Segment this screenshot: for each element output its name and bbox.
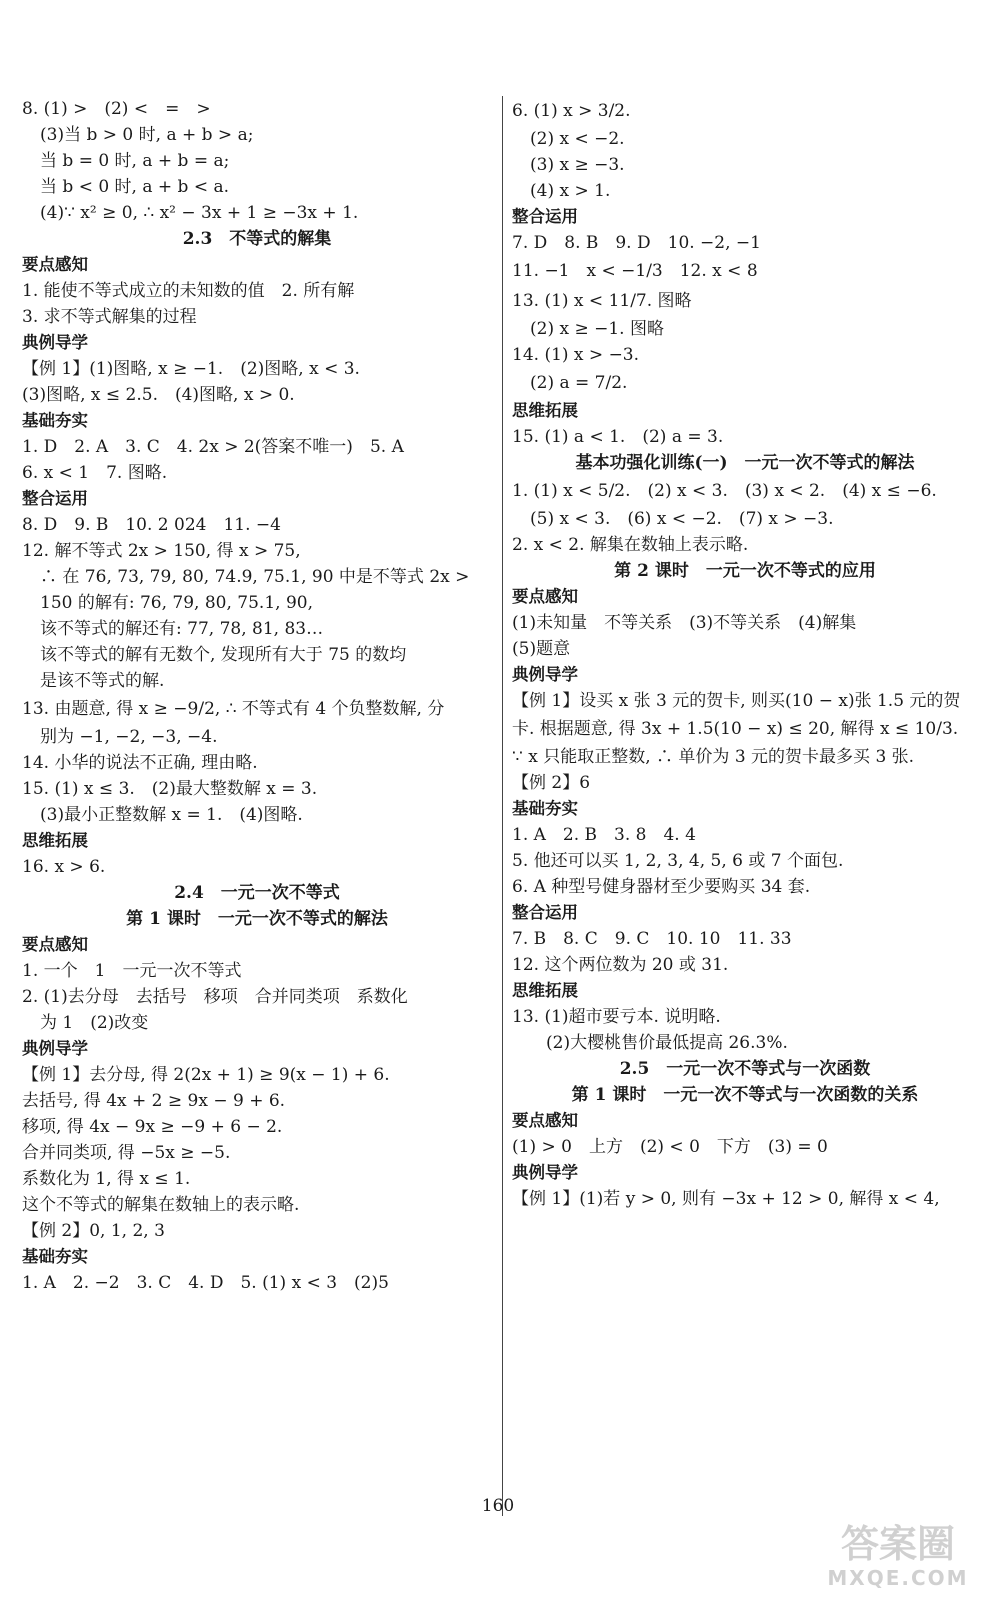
left-column xyxy=(22,96,492,1296)
answer-line: 6. (1) x > 3/2. xyxy=(512,101,631,121)
section-heading: 要点感知 xyxy=(512,587,578,606)
answer-line: 合并同类项, 得 −5x ≥ −5. xyxy=(22,1143,231,1163)
section-heading: 基础夯实 xyxy=(512,799,578,818)
answer-line: (3) x ≥ −3. xyxy=(530,155,625,175)
answer-line: 15. (1) a < 1. (2) a = 3. xyxy=(512,427,724,447)
section-heading: 基础夯实 xyxy=(22,411,88,430)
answer-line: 1. D 2. A 3. C 4. 2x > 2(答案不唯一) 5. A xyxy=(22,437,404,457)
answer-line: 15. (1) x ≤ 3. (2)最大整数解 x = 3. xyxy=(22,779,318,799)
answer-line: (1) > 0 上方 (2) < 0 下方 (3) = 0 xyxy=(512,1137,828,1157)
section-heading: 典例导学 xyxy=(512,1163,578,1182)
page-number: 160 xyxy=(481,1496,515,1516)
answer-line: 3. 求不等式解集的过程 xyxy=(22,307,197,327)
answer-line: 8. (1) > (2) < = > xyxy=(22,99,211,119)
answer-line: 1. (1) x < 5/2. (2) x < 3. (3) x < 2. (4) x ≤ −6. xyxy=(512,481,937,501)
answer-line: 【例 2】6 xyxy=(512,773,591,793)
answer-line: 11. −1 x < −1/3 12. x < 8 xyxy=(512,261,758,281)
answer-line: (1)未知量 不等关系 (3)不等关系 (4)解集 xyxy=(512,613,857,633)
section-title: 2.3 不等式的解集 xyxy=(182,229,332,249)
answer-line: 移项, 得 4x − 9x ≥ −9 + 6 − 2. xyxy=(22,1117,283,1137)
section-title: 第 1 课时 一元一次不等式与一次函数的关系 xyxy=(571,1085,919,1105)
section-heading: 基础夯实 xyxy=(22,1247,88,1266)
answer-line: (5) x < 3. (6) x < −2. (7) x > −3. xyxy=(530,509,834,529)
answer-line: 当 b < 0 时, a + b < a. xyxy=(40,177,230,197)
answer-line: 1. 能使不等式成立的未知数的值 2. 所有解 xyxy=(22,281,355,301)
answer-line: 这个不等式的解集在数轴上的表示略. xyxy=(22,1195,300,1215)
answer-line: 12. 这个两位数为 20 或 31. xyxy=(512,955,729,975)
section-heading: 整合运用 xyxy=(22,489,88,508)
section-heading: 思维拓展 xyxy=(22,831,88,850)
answer-line: ∵ x 只能取正整数, ∴ 单价为 3 元的贺卡最多买 3 张. xyxy=(512,747,915,767)
answer-line: 14. 小华的说法不正确, 理由略. xyxy=(22,753,258,773)
answer-line: 6. x < 1 7. 图略. xyxy=(22,463,168,483)
section-title: 基本功强化训练(一) 一元一次不等式的解法 xyxy=(575,453,915,473)
answer-line: (2) x < −2. xyxy=(530,129,625,149)
section-heading: 思维拓展 xyxy=(512,401,578,420)
section-title: 第 1 课时 一元一次不等式的解法 xyxy=(126,909,388,929)
answer-line: ∴ 在 76, 73, 79, 80, 74.9, 75.1, 90 中是不等式 2x > xyxy=(40,567,470,587)
section-heading: 典例导学 xyxy=(22,1039,88,1058)
answer-line: 【例 1】去分母, 得 2(2x + 1) ≥ 9(x − 1) + 6. xyxy=(22,1065,390,1085)
answer-line: 去括号, 得 4x + 2 ≥ 9x − 9 + 6. xyxy=(22,1091,286,1111)
right-column xyxy=(512,96,978,1212)
answer-line: 7. B 8. C 9. C 10. 10 11. 33 xyxy=(512,929,792,949)
watermark-url: MXQE.COM xyxy=(827,1566,969,1590)
section-heading: 要点感知 xyxy=(22,935,88,954)
answer-line: 8. D 9. B 10. 2 024 11. −4 xyxy=(22,515,281,535)
answer-line: 1. A 2. B 3. 8 4. 4 xyxy=(512,825,696,845)
section-heading: 要点感知 xyxy=(22,255,88,274)
answer-line: 14. (1) x > −3. xyxy=(512,345,640,365)
column-divider xyxy=(502,96,503,1516)
section-heading: 典例导学 xyxy=(22,333,88,352)
answer-line: (2) x ≥ −1. 图略 xyxy=(530,319,664,339)
section-title: 2.5 一元一次不等式与一次函数 xyxy=(619,1059,871,1079)
answer-line: 【例 1】(1)若 y > 0, 则有 −3x + 12 > 0, 解得 x < 4, xyxy=(512,1189,940,1209)
section-heading: 整合运用 xyxy=(512,903,578,922)
watermark-logo xyxy=(818,1522,978,1590)
answer-line: 【例 2】0, 1, 2, 3 xyxy=(22,1221,165,1241)
answer-line: (3)最小正整数解 x = 1. (4)图略. xyxy=(40,805,303,825)
answer-line: 【例 1】(1)图略, x ≥ −1. (2)图略, x < 3. xyxy=(22,359,360,379)
answer-line: 7. D 8. B 9. D 10. −2, −1 xyxy=(512,233,761,253)
answer-line: (4)∵ x² ≥ 0, ∴ x² − 3x + 1 ≥ −3x + 1. xyxy=(40,203,359,223)
answer-line: 13. (1) x < 11/7. 图略 xyxy=(512,291,692,311)
answer-line: 是该不等式的解. xyxy=(40,671,165,691)
answer-line: 别为 −1, −2, −3, −4. xyxy=(40,727,218,747)
section-heading: 要点感知 xyxy=(512,1111,578,1130)
answer-line: 13. 由题意, 得 x ≥ −9/2, ∴ 不等式有 4 个负整数解, 分 xyxy=(22,699,445,719)
answer-line: 1. 一个 1 一元一次不等式 xyxy=(22,961,242,981)
answer-line: 当 b = 0 时, a + b = a; xyxy=(40,151,230,171)
answer-line: (3)图略, x ≤ 2.5. (4)图略, x > 0. xyxy=(22,385,295,405)
section-heading: 思维拓展 xyxy=(512,981,578,1000)
section-heading: 典例导学 xyxy=(512,665,578,684)
answer-line: (2) a = 7/2. xyxy=(530,373,628,393)
answer-line: 2. x < 2. 解集在数轴上表示略. xyxy=(512,535,749,555)
answer-line: 系数化为 1, 得 x ≤ 1. xyxy=(22,1169,191,1189)
section-title: 第 2 课时 一元一次不等式的应用 xyxy=(614,561,876,581)
answer-line: 13. (1)超市要亏本. 说明略. xyxy=(512,1007,721,1027)
answer-line: (3)当 b > 0 时, a + b > a; xyxy=(40,125,254,145)
answer-line: 该不等式的解还有: 77, 78, 81, 83… xyxy=(40,619,324,639)
answer-line: (2)大樱桃售价最低提高 26.3%. xyxy=(546,1033,788,1053)
answer-line: 该不等式的解有无数个, 发现所有大于 75 的数均 xyxy=(40,645,407,665)
answer-line: 150 的解有: 76, 79, 80, 75.1, 90, xyxy=(40,593,313,613)
answer-line: 2. (1)去分母 去括号 移项 合并同类项 系数化 xyxy=(22,987,408,1007)
answer-line: 12. 解不等式 2x > 150, 得 x > 75, xyxy=(22,541,301,561)
watermark-text: 答案圈 xyxy=(840,1522,955,1566)
answer-line: 1. A 2. −2 3. C 4. D 5. (1) x < 3 (2)5 xyxy=(22,1273,389,1293)
answer-line: 【例 1】设买 x 张 3 元的贺卡, 则买(10 − x)张 1.5 元的贺 xyxy=(512,691,961,711)
answer-line: 16. x > 6. xyxy=(22,857,106,877)
answer-line: (5)题意 xyxy=(512,639,571,659)
section-heading: 整合运用 xyxy=(512,207,578,226)
answer-line: 6. A 种型号健身器材至少要购买 34 套. xyxy=(512,877,811,897)
answer-line: (4) x > 1. xyxy=(530,181,611,201)
answer-line: 卡. 根据题意, 得 3x + 1.5(10 − x) ≤ 20, 解得 x ≤ 10/3. xyxy=(512,719,959,739)
section-title: 2.4 一元一次不等式 xyxy=(174,883,340,903)
answer-line: 为 1 (2)改变 xyxy=(40,1013,149,1033)
answer-line: 5. 他还可以买 1, 2, 3, 4, 5, 6 或 7 个面包. xyxy=(512,851,844,871)
